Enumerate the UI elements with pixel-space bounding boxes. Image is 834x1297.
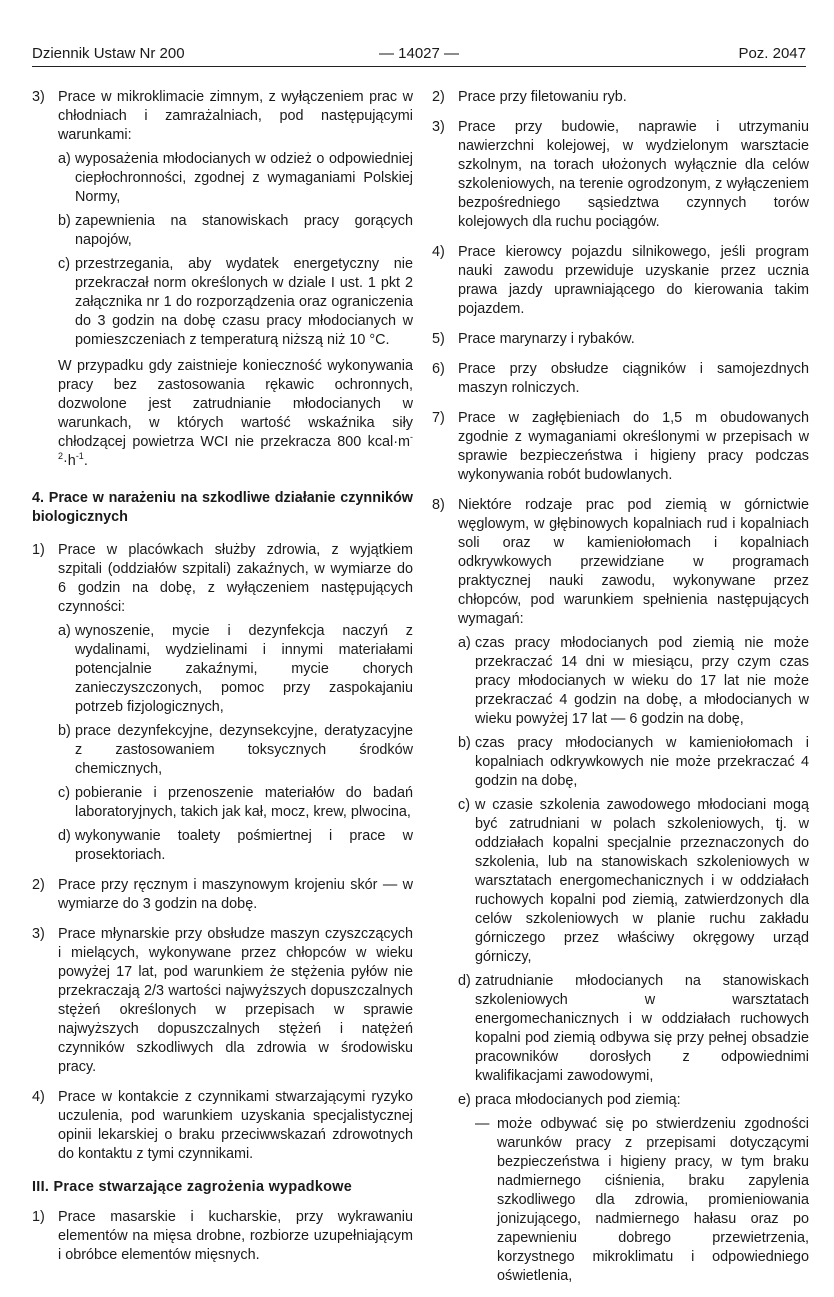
sub-item (58, 255, 413, 350)
item-text: -1 (75, 451, 84, 462)
sub-item (58, 622, 413, 717)
item-marker: b) (58, 723, 71, 739)
item-text: Prace w kontakcie z czynnikami stwarzającymi ryzyko uczulenia, pod warunkiem uzyskania specjalistycznej opinii lekarskiej o braku przeciwwskazań zdrowotnych do kontaktu z tymi czynnikami. (58, 1089, 413, 1162)
item-text: Prace przy filetowaniu ryb. (458, 89, 627, 105)
section-heading: III. Prace stwarzające zagrożenia wypadkowe (32, 1179, 353, 1195)
item-text: w czasie szkolenia zawodowego młodociani mogą być zatrudniani w polach szkoleniowych, tj. w oddziałach kopalni specjalnie przeznaczonych do szkolenia, lub na stanowiskach szkoleniowych w warsztatach energomechanicznych i w oddziałach ruchowych kopalni pod ziemią, zatwierdzonych dla celów szkoleniowych w planie ruchu zakładu górniczego przez właściwy okręgowy urząd górniczy, (475, 797, 809, 965)
item-text: Prace w placówkach służby zdrowia, z wyjątkiem szpitali (oddziałów szpitali) zakaźnych, w wymiarze do 6 godzin na dobę, z wyłączeniem następujących czynności: (58, 542, 413, 615)
sub-item (458, 796, 809, 967)
item-text: zapewnienia na stanowiskach pracy gorących napojów, (75, 213, 413, 248)
item-text: Prace młynarskie przy obsłudze maszyn czyszczących i mielących, wykonywane przez chłopców w wieku powyżej 17 lat, pod warunkiem że stężenia pyłów nie przekraczają 2/3 wartości najwyższych dopuszczalnych stężeń określonych w przepisach w sprawie najwyższych dopuszczalnych stężeń i natężeń czynników szkodliwych dla zdrowia w środowisku pracy. (58, 926, 413, 1075)
sub-item (58, 784, 413, 822)
item-number: 3) (32, 89, 45, 105)
sub-item (458, 972, 809, 1086)
list-item (32, 925, 413, 1077)
list-item (432, 243, 809, 319)
journal-title: Dziennik Ustaw Nr 200 (32, 45, 185, 62)
list-item (32, 541, 413, 865)
item-marker: 8) (432, 497, 445, 513)
item-marker: 3) (432, 119, 445, 135)
section-heading: 4. Prace w narażeniu na szkodliwe działanie czynników biologicznych (32, 490, 413, 525)
item-marker: 2) (432, 89, 445, 105)
item-text: Prace marynarzy i rybaków. (458, 331, 635, 347)
item-marker: 4) (432, 244, 445, 260)
item-text: prace dezynfekcyjne, dezynsekcyjne, deratyzacyjne z zastosowaniem toksycznych środków chemicznych, (75, 723, 413, 777)
item-marker: 5) (432, 331, 445, 347)
list-item (32, 876, 413, 914)
closing-paragraph (58, 357, 413, 471)
right-column (432, 88, 809, 1297)
item-text: Prace w zagłębieniach do 1,5 m obudowanych zgodnie z wymaganiami określonymi w przepisach w sprawie bezpieczeństwa i higieny pracy podczas wykonywania robót budowlanych. (458, 410, 809, 483)
item-text: ·h (63, 453, 76, 469)
item-text: W przypadku gdy zaistnieje konieczność wykonywania pracy bez zastosowania rękawic ochronnych, dozwolone jest zatrudnianie młodocianych w warunkach, w których wartość wskaźnika siły chłodzącej powietrza WCI nie przekracza 800 kcal·m (58, 358, 413, 450)
item-marker: a) (458, 635, 471, 651)
header-rule (32, 66, 806, 67)
item-text: -2 (58, 432, 413, 462)
dash-item (475, 1115, 809, 1286)
item-text: przestrzegania, aby wydatek energetyczny nie przekraczał norm określonych w dziale I ust. 1 pkt 2 załącznika nr 1 do rozporządzenia oraz ograniczenia do 3 godzin na dobę czasu pracy młodocianych w pomieszczeniach z temperaturą niższą niż 10 °C. (75, 256, 413, 348)
item-text: wyposażenia młodocianych w odzież o odpowiedniej ciepłochronności, zgodnej z wymaganiami Polskiej Normy, (75, 151, 413, 205)
item-marker: 1) (32, 1209, 45, 1225)
item-text: Prace przy ręcznym i maszynowym krojeniu skór — w wymiarze do 3 godzin na dobę. (58, 877, 413, 912)
item-marker: 3) (32, 926, 45, 942)
sub-item (58, 827, 413, 865)
item-marker: 6) (432, 361, 445, 377)
item-marker: — (475, 1116, 490, 1132)
item-text: . (83, 453, 88, 469)
list-item (32, 1208, 413, 1265)
sub-item (458, 734, 809, 791)
position-number: Poz. 2047 (738, 45, 806, 62)
list-item (432, 360, 809, 398)
sub-item (58, 150, 413, 207)
left-column (32, 88, 413, 1276)
sub-item (58, 212, 413, 250)
item-marker: d) (58, 828, 71, 844)
item-text: Prace przy obsłudze ciągników i samojezdnych maszyn rolniczych. (458, 361, 809, 396)
item-text: praca młodocianych pod ziemią: (475, 1092, 681, 1108)
item-marker: b) (58, 213, 71, 229)
item-marker: c) (58, 785, 70, 801)
page-number: — 14027 — (378, 45, 460, 62)
item-marker: c) (458, 797, 470, 813)
list-item (432, 409, 809, 485)
item-marker: d) (458, 973, 471, 989)
sub-item (58, 722, 413, 779)
item-marker: e) (458, 1092, 471, 1108)
item-marker: 7) (432, 410, 445, 426)
item-text: pobieranie i przenoszenie materiałów do badań laboratoryjnych, takich jak kał, mocz, krew, plwocina, (75, 785, 413, 820)
item-text: wykonywanie toalety pośmiertnej i prace w prosektoriach. (75, 828, 413, 863)
item-marker: b) (458, 735, 471, 751)
sub-item (458, 1091, 809, 1286)
page-header (32, 44, 806, 64)
item-text: może odbywać się po stwierdzeniu zgodności warunków pracy z przepisami dotyczącymi bezpieczeństwa i higieny pracy, w tym braku nadmiernego ciśnienia, braku zapylenia szkodliwego dla zdrowia, promieniowania jonizującego, nadmiernego hałasu oraz po zapewnieniu dobrego przewietrzenia, korzystnego mikroklimatu i odpowiedniego oświetlenia, (497, 1116, 809, 1284)
item-marker: 1) (32, 542, 45, 558)
item-text: Prace kierowcy pojazdu silnikowego, jeśli program nauki zawodu przewiduje uzyskanie przez ucznia prawa jazdy uprawniającego do kierowania takim pojazdem. (458, 244, 809, 317)
list-item (432, 496, 809, 1286)
list-item (432, 88, 809, 107)
list-item (432, 118, 809, 232)
item-text: czas pracy młodocianych pod ziemią nie może przekraczać 14 dni w miesiącu, przy czym czas pracy młodocianych w wieku do 17 lat nie może przekraczać 4 godzin na dobę, a młodocianych w wieku powyżej 17 lat — 6 godzin na dobę, (475, 635, 809, 727)
sub-item (458, 634, 809, 729)
list-item (32, 1088, 413, 1164)
item-text: Prace w mikroklimacie zimnym, z wyłączeniem prac w chłodniach i zamrażalniach, pod następującymi warunkami: (58, 89, 413, 143)
item-text: Niektóre rodzaje prac pod ziemią w górnictwie węglowym, w głębinowych kopalniach rud i kopalniach soli oraz w kamieniołomach i kopalniach odkrywkowych przewidziane w programach praktycznej nauki zawodu, wykonywane przez chłopców, pod warunkiem spełnienia następujących wymagań: (458, 497, 809, 627)
item-marker: a) (58, 151, 71, 167)
item-text: zatrudnianie młodocianych na stanowiskach szkoleniowych w warsztatach energomechanicznych i w oddziałach ruchowych kopalni pod ziemią odbywa się przy pełnej obsadzie pracowników dorosłych z odpowiednimi kwalifikacjami zawodowymi, (475, 973, 809, 1084)
item-text: Prace przy budowie, naprawie i utrzymaniu nawierzchni kolejowej, w wydzielonym warsztacie szkolnym, na torach ułożonych wyłącznie dla celów szkoleniowych, na terenie ogrodzonym, z wyłączeniem bezpośredniego sąsiedztwa czynnych torów kolejowych dla ruchu pociągów. (458, 119, 809, 230)
list-item (32, 88, 413, 350)
item-marker: a) (58, 623, 71, 639)
item-text: wynoszenie, mycie i dezynfekcja naczyń z wydalinami, wydzielinami i innymi materiałami potencjalnie zakaźnymi, mycie chorych zanieczyszczonych, pomoc przy zaspokajaniu potrzeb fizjologicznych, (75, 623, 413, 715)
item-marker: 2) (32, 877, 45, 893)
item-marker: c) (58, 256, 70, 272)
item-text: czas pracy młodocianych w kamieniołomach i kopalniach odkrywkowych nie może przekraczać 4 godzin na dobę, (475, 735, 809, 789)
item-marker: 4) (32, 1089, 45, 1105)
item-text: Prace masarskie i kucharskie, przy wykrawaniu elementów na mięsa drobne, rozbiorze uzupełniającym i obróbce elementów mięsnych. (58, 1209, 413, 1263)
list-item (432, 330, 809, 349)
